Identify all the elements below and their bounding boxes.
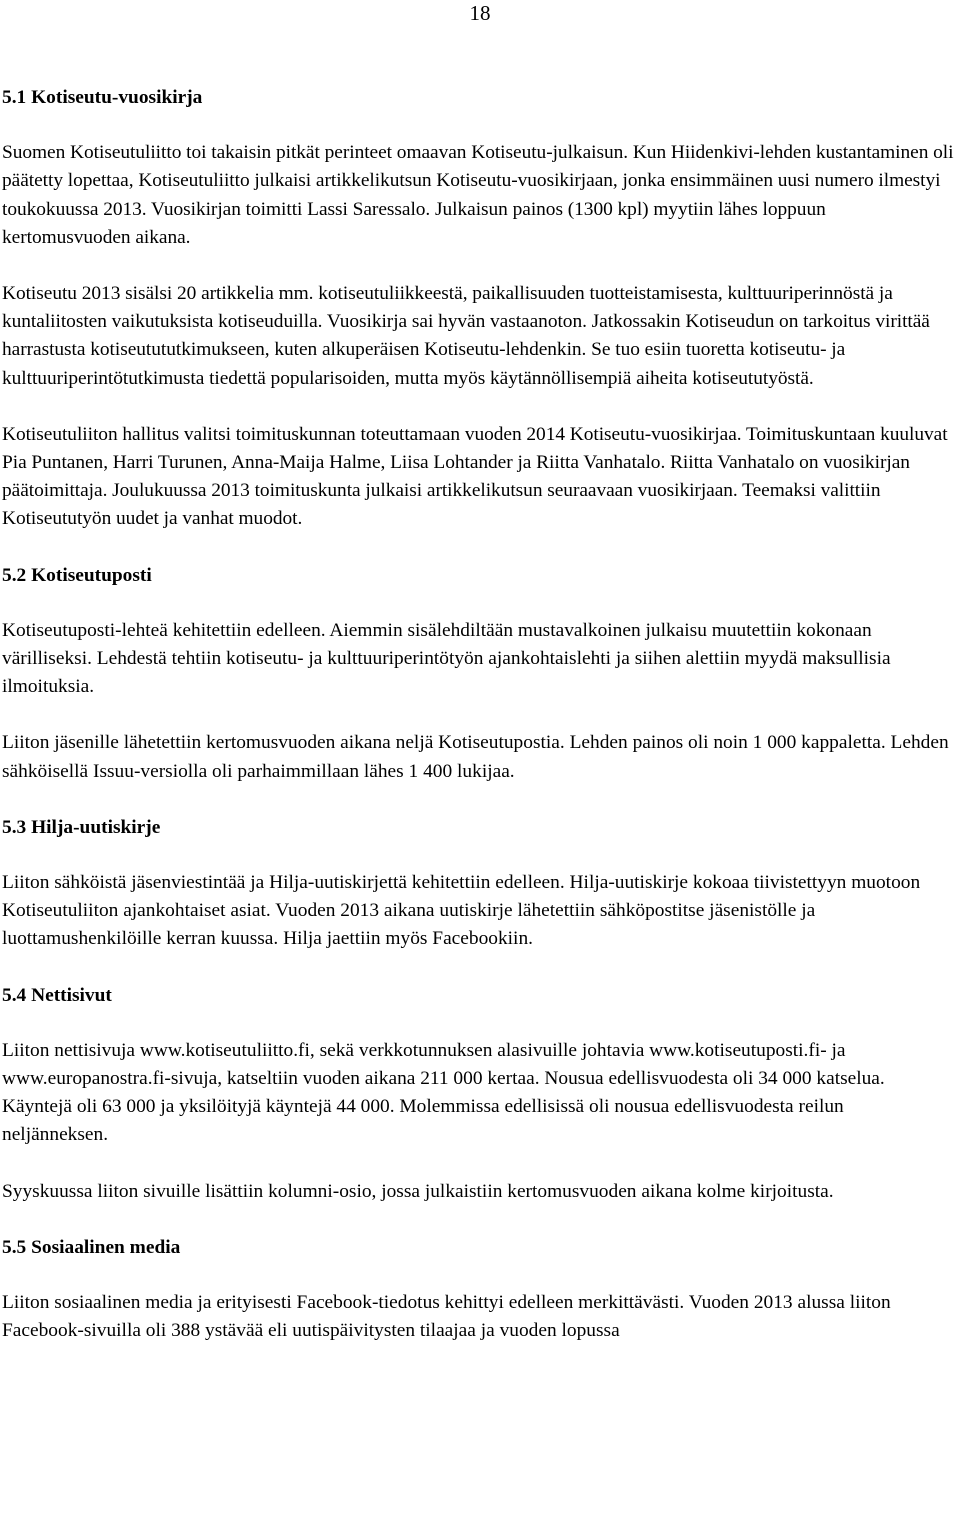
section-kotiseutuposti <box>2 562 954 786</box>
paragraph: Kotiseutuposti-lehteä kehitettiin edelleen. Aiemmin sisälehdiltään mustavalkoinen julkaisu muutettiin kokonaan värilliseksi. Lehdestä tehtiin kotiseutu- ja kulttuuriperintötyön ajankohtaislehti ja siihen alettiin myydä maksullisia ilmoituksia. <box>2 619 891 698</box>
paragraph: Suomen Kotiseutuliitto toi takaisin pitkät perinteet omaavan Kotiseutu-julkaisun. Kun Hiidenkivi-lehden kustantaminen oli päätetty lopettaa, Kotiseutuliitto julkaisi artikkelikutsun Kotiseutu-vuosikirjaan, jonka ensimmäinen uusi numero ilmestyi toukokuussa 2013. Vuosikirjan toimitti Lassi Saressalo. Julkaisun painos (1300 kpl) myytiin lähes loppuun kertomusvuoden aikana. <box>2 142 954 248</box>
paragraph: Liiton nettisivuja www.kotiseutuliitto.fi, sekä verkkotunnuksen alasivuille johtavia www.kotiseutuposti.fi- ja www.europanostra.fi-sivuja, katseltiin vuoden aikana 211 000 kertaa. Nousua edellisvuodesta oli 34 000 katselua. Käyntejä oli 63 000 ja yksilöityjä käyntejä 44 000. Molemmissa edellisissä oli nousua edellisvuodesta reilun neljänneksen. <box>2 1039 885 1146</box>
section-hilja-uutiskirje <box>2 814 954 954</box>
section-heading: 5.5 Sosiaalinen media <box>2 1236 181 1258</box>
paragraph: Kotiseutuliiton hallitus valitsi toimituskunnan toteuttamaan vuoden 2014 Kotiseutu-vuosikirjaa. Toimituskuntaan kuuluvat Pia Puntanen, Harri Turunen, Anna-Maija Halme, Liisa Lohtander ja Riitta Vanhatalo. Riitta Vanhatalo on vuosikirjan päätoimittaja. Joulukuussa 2013 toimituskunta julkaisi artikkelikutsun seuraavaan vuosikirjaan. Teemaksi valittiin Kotiseututyön uudet ja vanhat muodot. <box>2 423 948 530</box>
paragraph: Liiton sähköistä jäsenviestintää ja Hilja-uutiskirjettä kehitettiin edelleen. Hilja-uutiskirje kokoaa tiivistettyyn muotoon Kotiseutuliiton ajankohtaiset asiat. Vuoden 2013 aikana uutiskirje lähetettiin sähköpostitse jäsenistölle ja luottamushenkilöille kerran kuussa. Hilja jaettiin myös Facebookiin. <box>2 872 921 950</box>
section-nettisivut <box>2 982 954 1206</box>
section-heading: 5.1 Kotiseutu-vuosikirja <box>2 87 203 108</box>
page-content <box>2 84 954 1346</box>
paragraph: Liiton sosiaalinen media ja erityisesti Facebook-tiedotus kehittyi edelleen merkittävästi. Vuoden 2013 alussa liiton Facebook-sivuilla oli 388 ystävää eli uutispäivitysten tilaajaa ja vuoden lopussa <box>2 1292 891 1342</box>
page-number: 18 <box>469 1 491 25</box>
section-sosiaalinen-media <box>2 1234 954 1346</box>
section-heading: 5.2 Kotiseutuposti <box>2 564 152 586</box>
paragraph: Syyskuussa liiton sivuille lisättiin kolumni-osio, jossa julkaistiin kertomusvuoden aikana kolme kirjoitusta. <box>2 1180 834 1202</box>
section-kotiseutu-vuosikirja <box>2 84 954 534</box>
paragraph: Kotiseutu 2013 sisälsi 20 artikkelia mm. kotiseutuliikkeestä, paikallisuuden tuotteistamisesta, kulttuuriperinnöstä ja kuntaliitosten vaikutuksista kotiseuduilla. Vuosikirja sai hyvän vastaanoton. Jatkossakin Kotiseudun on tarkoitus virittää harrastusta kotiseutututkimukseen, kuten alkuperäisen Kotiseutu-lehdenkin. Se tuo esiin tuoretta kotiseutu- ja kulttuuriperintötutkimusta tiedettä popularisoiden, mutta myös käytännöllisempiä aiheita kotiseututyöstä. <box>2 283 930 389</box>
section-heading: 5.3 Hilja-uutiskirje <box>2 816 161 838</box>
section-heading: 5.4 Nettisivut <box>2 984 112 1006</box>
paragraph: Liiton jäsenille lähetettiin kertomusvuoden aikana neljä Kotiseutupostia. Lehden painos oli noin 1 000 kappaletta. Lehden sähköisellä Issuu-versiolla oli parhaimmillaan lähes 1 400 lukijaa. <box>2 732 949 782</box>
